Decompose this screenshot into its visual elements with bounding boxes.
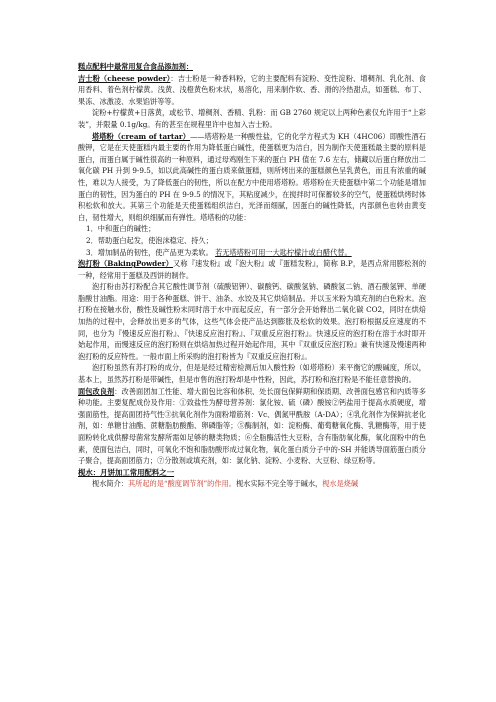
- list-item: 1．中和蛋白的碱性；: [86, 224, 156, 234]
- list-item: 3．增加制品的韧性，使产品更为柔软。 若无塔塔粉可用一大匙柠檬汁或白醋代替。: [86, 247, 352, 257]
- tartar-function-list: [78, 223, 426, 258]
- document-title: 糕点配料中最常用复合食品添加剂：: [78, 62, 194, 71]
- section-heading-lye-water: 枧水：月饼加工常用配料之一: [78, 467, 175, 477]
- paragraph-baking-powder-note: 泡打粉虽然有苏打粉的成分，但是是经过精密检测后加入酸性粉（如塔塔粉）来平衡它的酸碱度，所以，基本上，虽然苏打粉是带碱性，但是市售的泡打粉却是中性粉，因此，苏打粉和泡打粉是不能任意替换的。: [78, 363, 426, 385]
- term-baking-powder: 泡打粉（BakingPowder）: [78, 259, 174, 269]
- tartar-substitute-note: 若无塔塔粉可用一大匙柠檬汁或白醋代替。: [215, 247, 352, 257]
- term-bread-improver: 面包改良剂: [78, 386, 115, 396]
- list-item: 2．帮助蛋白起发，使泡沫稳定、持久；: [86, 235, 213, 245]
- term-custard-powder: 吉士粉（cheese powder）: [78, 73, 171, 83]
- paragraph-bread-improver: 面包改良剂：改善面团加工性能、增大面包比容和体积、处长面包保鲜期和保质期、改善面包感官和内质等多种功能。主要复配成份及作用：①致盐性为酵母营养剂：氯化铵、硫（磷）酸铵②钙盐用于提高水质硬度，增强面筋性，提高面团持气性③抗氧化剂作为面粉增筋剂：Vc、偶氮甲酰胺（A-DA）；④乳化剂作为保鲜抗老化剂，如：单糖甘油酯、蔗糖脂肪酸酯、卵磷脂等；⑤酶制剂，如：淀粉酶、葡萄糖氧化酶、乳糖酶等，用于使面粉转化成供酵母菌常发酵所需如足够的糖类物质；⑥全脂酶活性大豆粉，含有脂肪氧化酶，氧化面粉中的色素，使面包洁白，同时，可氧化不饱和脂肪酸形成过氧化物，氧化蛋白质分子中的-SH 并能诱导面筋蛋白质分子聚合，提高面团筋力；⑦分散剂或填充剂，如：氯化钠、淀粉、小麦粉、大豆粉、绿豆粉等。: [78, 386, 426, 466]
- paragraph-lye-water-intro: 枧水简介：其所起的是“酸度调节剂”的作用。枧水实际不完全等于碱水，枧水是烧碱: [92, 479, 359, 489]
- document-body: [78, 61, 426, 490]
- paragraph-custard-formula: 淀粉+柠檬黄+日落黄，或松节、增稠剂、香精、乳粉：而 GB 2760 规定以上两种色素仅允许用于“上彩装”，并限量 0.1g/kg。有的甚至在规程里许中也加入吉士粉。: [78, 108, 426, 129]
- paragraph-cream-of-tartar: 塔塔粉（cream of tartar）——塔塔粉是一种酸性盐，它的化学方程式为 KH（4HC06）即酸性酒石酸钾，它是在天使蛋糕内最主要的作用为降低蛋白碱性，使蛋糕更为洁白，因为制作天使蛋糕最主要的原料是蛋白，而蛋白属于碱性很高的一种原料，通过母鸡刚生下来的蛋白 PH 值在 7.6 左右，储藏以后蛋白释放出二氧化碳 PH 升到 9-9.5，如以此高碱性的蛋白质来做蛋糕，则所烤出来的蛋糕颜色呈乳黄色，而且有浓重的碱性，难以为人接受，为了降低蛋白的韧性，所以在配方中使用塔塔粉。塔塔粉在天使蛋糕中第二个功能是增加蛋白的韧性，因为蛋白的 PH 在 9-9.5 的情况下，其粘度减少，在搅拌时可保蓄较多的空气，使蛋糕烘烤时体积松软和放大。其第三个功能是天使蛋糕组织洁白，光泽而细腻，因蛋白的碱性降低，内部颜色也转由黄变白，韧性增大，则组织细腻而有弹性。塔塔粉的功能：: [78, 131, 426, 222]
- paragraph-custard-powder: 吉士粉（cheese powder）：吉士粉是一种香料粉，它的主要配料有淀粉、变性淀粉、增稠剂、乳化剂、食用香料、着色剂柠檬黄。浅黄、浅橙黄色粉末状，易溶化，用来制作软、香、滑的冷热甜点，如蛋糕、布丁、果冻、冰激凌、水果馅饼等等。: [78, 73, 426, 106]
- paragraph-baking-powder: 泡打粉（BakingPowder）又称『速发粉』或『泡大粉』或『蛋糕发粉』，简称 B.P，是西点常用膨松剂的一种，经常用于蛋糕及西饼的制作。: [78, 259, 427, 280]
- paragraph-baking-powder-detail: 泡打粉由苏打粉配合其它酸性调节剂（硫酸铝钾）、碳酸钙、碳酸氢钠、磷酸氢二钠、酒石酸氢钾、单硬脂酸甘油酯。用途：用于各种蛋糕、饼干、油条、水饺及其它烘焙制品。并以玉米粉为填充剂的白色粉末。泡打粉在接触水份，酸性及碱性粉末同时溶于水中而起反应，有一部分会开始释出二氧化碳 CO2，同时在烘焙加热的过程中，会释放出更多的气体，这些气体会使产品达到膨胀及松软的效果。泡打粉根据反应速度的不同，也分为『慢速反应泡打粉』、『快速反应泡打粉』、『双重反应泡打粉』。快速反应的泡打粉在溶于水时即开始起作用，而慢速反应的泡打粉则在烘焙加热过程开始起作用，其中『双重反应泡打粉』兼有快速及慢速两种泡打粉的反应特性。一般市面上所采购的泡打粉皆为『双重反应泡打粉』。: [78, 282, 426, 361]
- term-cream-of-tartar: 塔塔粉（cream of tartar）: [92, 131, 191, 141]
